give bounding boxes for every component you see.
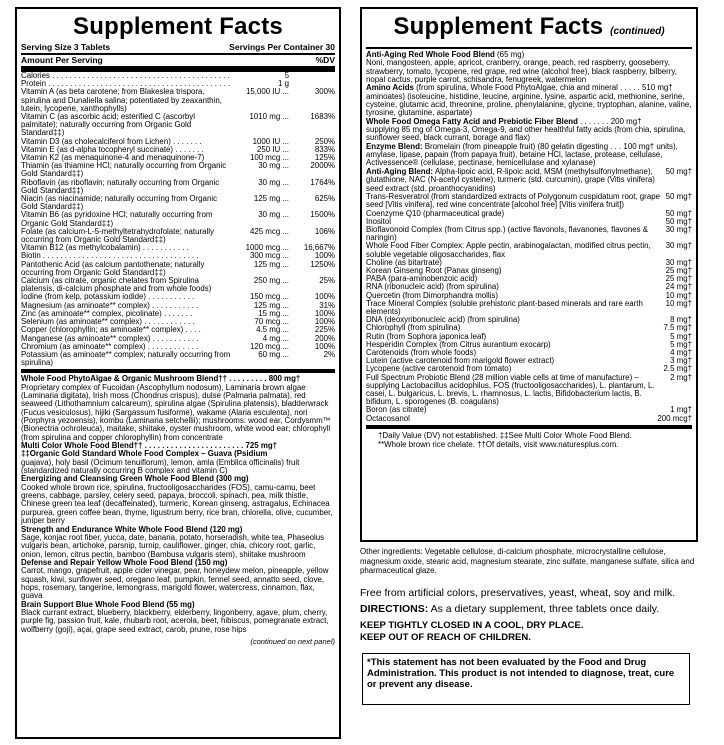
nutrient-dv: 25% bbox=[319, 276, 335, 286]
continued-note: (continued on next panel) bbox=[250, 636, 335, 646]
nutrient-name: Riboflavin (as riboflavin; naturally occurring from Organic Gold Standard‡‡) bbox=[21, 177, 220, 195]
nutrient-amount: 4.5 mg ... bbox=[256, 325, 289, 335]
nutrient-dv: 2% bbox=[323, 349, 335, 359]
keep-closed: KEEP TIGHTLY CLOSED IN A COOL, DRY PLACE. bbox=[360, 620, 584, 631]
nutrient-amount: 1010 mg ... bbox=[249, 112, 289, 122]
blend-detail: Alpha-lipoic acid, R-lipoic acid, MSM (methylsulfonylmethane), glutathione, NAC (N-acetyl cysteine), turmeric (std. curcumin), grape (Vitis vinifera) seed extract (std. proanthocyanidins) bbox=[366, 166, 655, 193]
dv-header: %DV bbox=[315, 55, 335, 65]
blend-block bbox=[366, 84, 692, 117]
blend-block bbox=[21, 601, 335, 634]
nutrient-amount: 120 mcg ... bbox=[249, 341, 289, 351]
blend-detail: Trans-Resveratrol (from standardized extracts of Polygonum cuspidatum root, grape seed [Vitis vinifera], red wine concentrate [alcohol free] [Vitis vinifera fruit]) bbox=[366, 191, 660, 210]
panel-title: Supplement Facts bbox=[73, 13, 283, 40]
nutrient-dv: 100% bbox=[314, 308, 335, 318]
divider bbox=[366, 47, 692, 49]
nutrient-dv: 100% bbox=[314, 317, 335, 327]
ingredient-name: Hesperidin Complex (from Citrus aurantium exocarp) bbox=[366, 339, 551, 349]
ingredient-amount: 24 mg† bbox=[665, 282, 692, 292]
nutrient-name: Vitamin D3 (as cholecalciferol from Lichen) . . . . . . . bbox=[21, 136, 202, 146]
ingredient-name: Bioflavonoid Complex (from Citrus spp.) (active flavonols, flavanones, flavones & naringin) bbox=[366, 224, 648, 243]
nutrient-row bbox=[21, 179, 335, 195]
ingredient-name: DNA (deoxyribonucleic acid) (from spirulina) bbox=[366, 315, 520, 325]
nutrient-name: Protein . . . . . . . . . . . . . . . . . . . . . . . . . . . . . . . . . . . . . . . . . . bbox=[21, 79, 231, 89]
nutrient-name: Vitamin E (as d-alpha tocopheryl succinate) . . . . . . . bbox=[21, 144, 204, 154]
supplement-facts-panel-left bbox=[15, 7, 341, 739]
nutrient-dv: 125% bbox=[314, 153, 335, 163]
nutrient-row bbox=[21, 88, 335, 113]
blend-text bbox=[366, 143, 692, 168]
blend-block bbox=[21, 475, 335, 525]
ingredient-amount: 1 mg† bbox=[670, 405, 692, 415]
nutrient-name: Vitamin K2 (as menaquinone-4 and menaquinone-7) bbox=[21, 153, 205, 163]
right-blend-list bbox=[366, 51, 692, 210]
nutrient-amount: 70 mcg ... bbox=[254, 317, 289, 327]
nutrient-amount: 60 mg ... bbox=[258, 349, 289, 359]
nutrient-name: Iodine (from kelp, potassium iodide) . . . . . . . . . . . bbox=[21, 292, 195, 302]
blend-block bbox=[21, 559, 335, 601]
blend-title: ‡‡Organic Gold Standard Whole Food Complex – Guava (Psidium bbox=[21, 449, 268, 459]
nutrient-row bbox=[21, 351, 335, 367]
blend-title: Brain Support Blue Whole Food Blend (55 mg) bbox=[21, 599, 195, 609]
nutrient-amount: 15,000 IU ... bbox=[246, 87, 289, 97]
blend-value: 50 mg† bbox=[665, 166, 692, 176]
blend-title: Energizing and Cleansing Green Whole Food Blend (300 mg) bbox=[21, 474, 249, 484]
nutrient-dv: 1250% bbox=[310, 259, 335, 269]
ingredient-name: Coenzyme Q10 (pharmaceutical grade) bbox=[366, 208, 505, 218]
ingredient-name: PABA (para-aminobenzoic acid) bbox=[366, 274, 478, 284]
nutrient-dv: 1764% bbox=[310, 177, 335, 187]
blend-line bbox=[366, 84, 692, 117]
blend-block bbox=[21, 450, 335, 475]
nutrient-name: Vitamin B6 (as pyridoxine HCl; naturally occurring from Organic Gold Standard‡‡) bbox=[21, 210, 213, 228]
nutrient-amount: 30 mg ... bbox=[258, 210, 289, 220]
directions-text: As a dietary supplement, three tablets once daily. bbox=[428, 603, 660, 615]
nutrient-amount: 30 mg ... bbox=[258, 161, 289, 171]
nutrient-name: Vitamin C (as ascorbic acid; esterified C (ascorbyl palmitate); naturally occurring from Organic Gold Standard‡‡) bbox=[21, 112, 195, 138]
blend-body: Proprietary complex of Fucoidan (Ascophyllum nodosum), Laminaria brown algae (Laminaria digitata), Irish moss (Chondrus crispus), dulse (Palmaria palmata), red seaweed (Lithothamnium calcareum), spirulina algae (Spirulina platensis), bladderwrack (Fucus vesiculosus), hijiki (Sargassum fusiforme), wakame (Alaria esculenta), nori (Porphyra yezoensis), kombu (Laminaria setchellii); mushrooms: wood ear, Cordysmm™ (Bionectria ochroleuca), maitake, shiitake, oyster mushroom, white wood ear; chlorophyll (from spirulina and copper chlorophyllin) from concentrate bbox=[21, 382, 331, 442]
blend-name: Whole Food Omega Fatty Acid and Prebiotic Fiber Blend bbox=[366, 116, 578, 126]
nutrient-name: Calcium (as citrate, organic chelates from Spirulina platensis, di-calcium phosphate and from whole foods) bbox=[21, 276, 212, 294]
fda-statement: *This statement has not been evaluated by the Food and Drug Administration. This product is not intended to diagnose, treat, cure or prevent any disease. bbox=[362, 653, 690, 705]
nutrient-name: Zinc (as aminoate** complex, picolinate) . . . . . . . bbox=[21, 308, 193, 318]
nutrient-row bbox=[21, 211, 335, 227]
ingredient-amount: 25 mg† bbox=[665, 265, 692, 275]
blend-line bbox=[366, 193, 692, 210]
title-suffix: (continued) bbox=[610, 26, 665, 37]
nutrient-name: Vitamin A (as beta carotene; from Blakeslea trispora, spirulina and Dunaliella salina; potentiated by zeaxanthin, lutein, lycopene, xanthophylls) bbox=[21, 87, 222, 113]
ingredient-amount: 30 mg† bbox=[665, 241, 692, 251]
ingredient-amount: 30 mg† bbox=[665, 224, 692, 234]
servings-per-container: Servings Per Container 30 bbox=[229, 42, 335, 52]
nutrient-amount: 15 mg ... bbox=[258, 308, 289, 318]
nutrient-dv: 31% bbox=[319, 300, 335, 310]
ingredient-amount: 200 mcg† bbox=[657, 413, 692, 423]
ingredient-amount: 50 mg† bbox=[665, 208, 692, 218]
nutrient-dv: 100% bbox=[314, 292, 335, 302]
blend-block bbox=[366, 168, 692, 193]
right-ingredient-list bbox=[366, 210, 692, 423]
ingredient-amount: 3 mg† bbox=[670, 356, 692, 366]
ingredient-amount: 50 mg† bbox=[665, 216, 692, 226]
nutrient-dv: 100% bbox=[314, 251, 335, 261]
ingredient-amount: 7.5 mg† bbox=[663, 323, 692, 333]
nutrient-dv: 833% bbox=[314, 144, 335, 154]
nutrient-dv: 1500% bbox=[310, 210, 335, 220]
blend-line bbox=[366, 143, 692, 168]
keep-away: KEEP OUT OF REACH OF CHILDREN. bbox=[360, 631, 531, 643]
nutrient-row bbox=[21, 195, 335, 211]
nutrient-row bbox=[21, 228, 335, 244]
nutrient-dv: 625% bbox=[314, 194, 335, 204]
nutrient-dv: 16,667% bbox=[303, 243, 335, 253]
ingredient-amount: 5 mg† bbox=[670, 339, 692, 349]
column-header bbox=[21, 55, 335, 72]
blend-body: Sage, konjac root fiber, yucca, date, banana, potato, horseradish, white tea, Phaseolus vulgaris bean, artichoke, parsnip, turnip, cauliflower, ginger, chia, chicory root, garlic, onion, lemon, citrus pectin, bamboo (Bambusa vulgaris stem), shiitake mushroom bbox=[21, 532, 325, 559]
blend-detail: . . . . . . . 200 mg† bbox=[577, 116, 642, 126]
blend-block bbox=[21, 375, 335, 442]
panel-title: Supplement Facts bbox=[393, 13, 604, 40]
nutrient-dv: 106% bbox=[314, 226, 335, 236]
ingredient-row bbox=[366, 226, 692, 242]
blend-block bbox=[366, 193, 692, 210]
ingredient-name: Carotenoids (from whole foods) bbox=[366, 347, 477, 357]
ingredient-amount: 2 mg† bbox=[670, 372, 692, 382]
divider bbox=[366, 425, 692, 429]
ingredient-name: Boron (as citrate) bbox=[366, 405, 427, 415]
ingredient-row bbox=[366, 210, 692, 218]
blend-detail: (from spirulina, Whole Food PhytoAlgae, chia and mineral . . . . . 510 mg† aminoates) (isoleucine, histidine, leucine, arginine, lysine, aspartic acid, methionine, serine, cysteine, glutamic acid, threonine, proline, phenylalanine, glycine, tryptophan, alanine, valine, tyrosine, glutamine, aspartate) bbox=[366, 83, 692, 118]
blend-detail: (65 mg) bbox=[494, 50, 525, 59]
ingredient-name: Chlorophyll (from spirulina) bbox=[366, 323, 461, 333]
nutrient-name: Copper (chlorophyllin; as aminoate** complex) . . . . bbox=[21, 325, 201, 335]
nutrient-amount: 4 mg ... bbox=[262, 333, 289, 343]
nutrient-name: Potassium (as aminoate** complex; naturally occurring from spirulina) bbox=[21, 349, 231, 368]
ingredient-name: Whole Food Fiber Complex: Apple pectin, arabinogalactan, modified citrus pectin, soluble vegetable oligosaccharides, flax bbox=[366, 241, 651, 259]
blend-body: Black currant extract, blueberry, blackberry, elderberry, lingonberry, agave, plum, cherry, purple fig, passion fruit, kale, rhubarb root, acerola, beet, hibiscus, pomegranate extract, wolfberry (goji), açai, grape seed extract, carob, prune, rose hips bbox=[21, 607, 329, 634]
nutrient-dv: 225% bbox=[314, 325, 335, 335]
blend-name: Amino Acids bbox=[366, 83, 414, 93]
nutrient-amount: 425 mcg ... bbox=[249, 226, 289, 236]
nutrient-name: Selenium (as aminoate** complex) . . . . . . . . . . . . bbox=[21, 317, 195, 327]
nutrient-amount: 100 mcg ... bbox=[249, 153, 289, 163]
blend-line bbox=[366, 168, 692, 193]
blend-body: supplying 85 mg of Omega-3, Omega-9, and other healthful fatty acids (from chia, spirulina, sunflower seed, black currant, borage and flax) bbox=[366, 125, 686, 143]
blend-body: guajava), holy basil (Ocimum tenuiflorum), lemon, amla (Emblica officinalis) fruit (standardized naturally occurring B complex and vitamin C) bbox=[21, 457, 300, 476]
ingredient-name: Quercetin (from Dimorphandra mollis) bbox=[366, 290, 498, 300]
ingredient-amount: 30 mg† bbox=[665, 257, 692, 267]
nutrient-amount: 125 mg ... bbox=[253, 300, 289, 310]
nutrient-dv: 200% bbox=[314, 333, 335, 343]
blend-block bbox=[366, 118, 692, 143]
nutrient-row bbox=[21, 277, 335, 293]
ingredient-amount: 10 mg† bbox=[665, 298, 692, 308]
ingredient-row bbox=[366, 300, 692, 316]
storage-warning bbox=[360, 620, 696, 643]
directions bbox=[360, 603, 696, 615]
nutrient-dv: 250% bbox=[314, 136, 335, 146]
blend-name: Anti-Aging Blend: bbox=[366, 166, 434, 176]
blend-title: Multi Color Whole Food Blend†† . . . . . . . . . . . . . . . . . . . . . . . 725 mg† bbox=[21, 441, 278, 451]
footnote: †Daily Value (DV) not established. ‡‡See Multi Color Whole Food Blend. bbox=[378, 430, 632, 440]
serving-size: Serving Size 3 Tablets bbox=[21, 42, 111, 52]
ingredient-amount: 25 mg† bbox=[665, 274, 692, 284]
nutrient-amount: 150 mcg ... bbox=[249, 292, 289, 302]
blend-body: Noni, mangosteen, apple, apricot, cranberry, orange, peach, red raspberry, gooseberry, strawberry, tomato, lycopene, red grape, red wine (alcohol free), black raspberry, bilberry, nopal cactus, purple carrot, schisandra, fenugreek, watermelon bbox=[366, 58, 677, 85]
nutrient-name: Pantothenic Acid (as calcium pantothenate; naturally occurring from Organic Gold Standard‡‡) bbox=[21, 259, 205, 277]
ingredient-name: Korean Ginseng Root (Panax ginseng) bbox=[366, 265, 502, 275]
nutrient-row bbox=[21, 162, 335, 178]
ingredient-row bbox=[366, 406, 692, 414]
nutrient-amount: 250 IU ... bbox=[256, 144, 289, 154]
nutrient-amount: 300 mcg ... bbox=[249, 251, 289, 261]
free-from: Free from artificial colors, preservatives, yeast, wheat, soy and milk. bbox=[360, 587, 676, 599]
ingredient-name: Trace Mineral Complex (soluble prehistoric plant-based minerals and rare earth elements) bbox=[366, 298, 643, 316]
nutrient-dv: 300% bbox=[314, 87, 335, 97]
nutrient-row bbox=[21, 113, 335, 138]
ingredient-amount: 4 mg† bbox=[670, 347, 692, 357]
amount-header: Amount Per Serving bbox=[21, 55, 103, 65]
nutrient-name: Magnesium (as aminoate** complex) . . . . . . . . . . . bbox=[21, 300, 199, 310]
nutrient-amount: 1000 mcg ... bbox=[245, 243, 289, 253]
blend-block bbox=[366, 51, 692, 84]
ingredient-name: Choline (as bitartrate) bbox=[366, 257, 442, 267]
blend-title: Defense and Repair Yellow Whole Food Blend (150 mg) bbox=[21, 557, 228, 567]
ingredient-name: Lycopene (active carotenoid from tomato) bbox=[366, 364, 512, 374]
ingredient-amount: 5 mg† bbox=[670, 331, 692, 341]
other-ingredients: Other ingredients: Vegetable cellulose, di-calcium phosphate, microcrystalline cellulose, magnesium oxide, stearic acid, magnesium stearate, zinc sulfate, manganese sulfate, silica and pharmaceutical glaze. bbox=[360, 547, 695, 576]
nutrient-amount: 125 mg ... bbox=[253, 259, 289, 269]
supplement-facts-panel-right bbox=[360, 7, 698, 542]
blend-name: Enzyme Blend: bbox=[366, 141, 423, 151]
ingredient-name: Lutein (active carotenoid from marigold flower extract) bbox=[366, 356, 555, 366]
ingredient-name: Octacosanol bbox=[366, 413, 410, 423]
blend-title: Whole Food PhytoAlgae & Organic Mushroom Blend†† . . . . . . . . . 800 mg† bbox=[21, 374, 301, 384]
ingredient-row bbox=[366, 415, 692, 423]
nutrient-row bbox=[21, 261, 335, 277]
blend-name: Anti-Aging Red Whole Food Blend bbox=[366, 50, 495, 59]
nutrient-amount: 5 bbox=[284, 71, 289, 80]
divider bbox=[21, 369, 335, 373]
directions-label: DIRECTIONS: bbox=[360, 603, 429, 615]
footnote: **Whole brown rice chelate. ††Of details, visit www.naturesplus.com. bbox=[378, 439, 619, 449]
nutrient-name: Thiamin (as thiamine HCl; naturally occurring from Organic Gold Standard‡‡) bbox=[21, 161, 227, 179]
serving-header bbox=[21, 42, 335, 55]
blend-text bbox=[366, 84, 692, 117]
ingredient-name: Rutin (from Sophora japonica leaf) bbox=[366, 331, 487, 341]
blend-value: 50 mg† bbox=[665, 191, 692, 201]
ingredient-name: RNA (ribonucleic acid) (from spirulina) bbox=[366, 282, 499, 292]
ingredient-amount: 8 mg† bbox=[670, 315, 692, 325]
nutrient-dv: 100% bbox=[314, 341, 335, 351]
blend-title: Strength and Endurance White Whole Food Blend (120 mg) bbox=[21, 524, 243, 534]
blend-text bbox=[366, 193, 662, 210]
nutrient-amount: 250 mg ... bbox=[253, 276, 289, 286]
nutrient-dv: 1683% bbox=[310, 112, 335, 122]
nutrient-list bbox=[21, 72, 335, 367]
ingredient-name: Inositol bbox=[366, 216, 392, 226]
nutrient-name: Biotin . . . . . . . . . . . . . . . . . . . . . . . . . . . . . . . . . . . . bbox=[21, 251, 199, 261]
blend-text bbox=[366, 168, 662, 193]
blend-list bbox=[21, 375, 335, 634]
ingredient-row bbox=[366, 242, 692, 258]
blend-body: Cooked whole brown rice, spirulina, fructooligosaccharides (FOS), camu-camu, beet greens, cabbage, parsley, celery seed, papaya, broccoli, spinach, pea, milk thistle, Chinese green tea leaf (decaffeinated), turmeric, Korean ginseng, astragalus, Echinacea purpurea, green coffee bean, thyme, ligustrum berry, rice bran, chlorella, olive, cucumber, juniper berry bbox=[21, 482, 333, 526]
nutrient-name: Calories . . . . . . . . . . . . . . . . . . . . . . . . . . . . . . . . . . . . . . . . . bbox=[21, 71, 230, 80]
nutrient-amount: 30 mg ... bbox=[258, 177, 289, 187]
nutrient-dv: 2000% bbox=[310, 161, 335, 171]
nutrient-name: Niacin (as niacinamide; naturally occurring from Organic Gold Standard‡‡) bbox=[21, 194, 218, 212]
blend-detail: Bromelain (from pineapple fruit) (80 gelatin digesting . . . 100 mg† units), amylase, lipase, papain (from papaya fruit), betaine HCl, lactase, protease, cellulase, Activessence® (cellulase, pectinase, hemicellulase and xylanase) bbox=[366, 141, 678, 168]
nutrient-name: Folate (as calcium-L-5-methyltetrahydrofolate; naturally occurring from Organic Gold Standard‡‡) bbox=[21, 226, 214, 245]
nutrient-name: Chromium (as aminoate** complex) . . . . . . . . . . . . bbox=[21, 341, 199, 351]
nutrient-amount: 1000 IU ... bbox=[252, 136, 289, 146]
ingredient-name: Full Spectrum Probiotic Blend (28 million viable cells at time of manufacture) – supplying Lactobacillus acidophilus, FOS (fructooligosaccharides), L. plantarum, L. casei, L. bulgaricus, L. brevis, L. rhamnosus, L. lactis, Bifidobacterium lactis, B. bifidum, L. sporogenes (B. coagulans) bbox=[366, 372, 655, 407]
ingredient-amount: 2.5 mg† bbox=[663, 364, 692, 374]
nutrient-amount: 125 mg ... bbox=[253, 194, 289, 204]
panel-title-continued bbox=[366, 12, 692, 47]
blend-block bbox=[21, 526, 335, 559]
nutrient-amount: 1 g bbox=[278, 79, 289, 89]
blend-body: Carrot, mango, grapefruit, apple cider vinegar, pear, honeydew melon, pineapple, yellow squash, kiwi, sunflower seed, oregano leaf, pumpkin, fennel seed, annatto seed, clove, hops, rosemary, tangerine, lemongrass, marigold flower, watercress, cinnamon, flax, guava bbox=[21, 566, 329, 601]
nutrient-name: Vitamin B12 (as methylcobalamin) . . . . . . . . . . . bbox=[21, 243, 189, 253]
ingredient-row bbox=[366, 374, 692, 407]
nutrient-name: Manganese (as aminoate** complex) . . . . . . . . . . . bbox=[21, 333, 199, 343]
blend-block bbox=[366, 143, 692, 168]
ingredient-amount: 10 mg† bbox=[665, 290, 692, 300]
